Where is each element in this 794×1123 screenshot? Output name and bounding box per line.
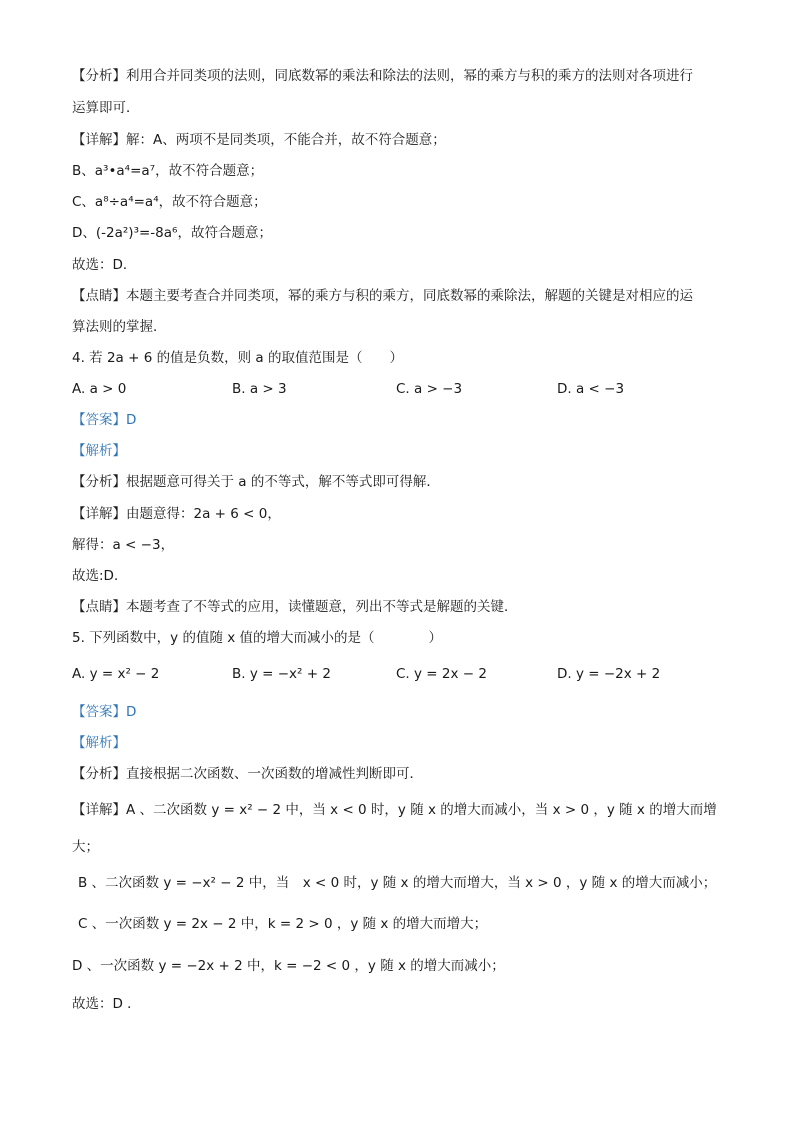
question-4-option-c: C. a > −3: [396, 381, 463, 397]
question-5-answer-tag: 【答案】D: [72, 704, 137, 720]
question-4-comment: 【点睛】本题考查了不等式的应用，读懂题意，列出不等式是解题的关键．: [72, 599, 518, 615]
question-5-explanation-tag: 【解析】: [72, 735, 126, 751]
question-5-choice: 故选：D ．: [72, 996, 141, 1012]
question-5-analysis: 【分析】直接根据二次函数、一次函数的增减性判断即可．: [72, 766, 423, 782]
question-5-option-d: D. y = −2x + 2: [557, 666, 661, 682]
question-4-answer-tag: 【答案】D: [72, 412, 137, 428]
detail-line: D、(-2a²)³=-8a⁶，故符合题意；: [72, 225, 272, 241]
question-5-option-a: A. y = x² − 2: [72, 666, 160, 682]
question-4-option-d: D. a < −3: [557, 381, 625, 397]
question-4-option-b: B. a > 3: [232, 381, 287, 397]
question-5-option-c: C. y = 2x − 2: [396, 666, 487, 682]
question-4-explanation-tag: 【解析】: [72, 443, 126, 459]
detail-line: 【详解】解：A、两项不是同类项，不能合并，故不符合题意；: [72, 132, 446, 148]
comment-line: 算法则的掌握．: [72, 319, 167, 335]
question-5-stem: 5. 下列函数中，y 的值随 x 值的增大而减小的是（ ）: [72, 630, 443, 646]
question-4-analysis: 【分析】根据题意可得关于 a 的不等式，解不等式即可得解．: [72, 474, 440, 490]
question-5-detail: 【详解】A 、二次函数 y = x² − 2 中，当 x < 0 时，y 随 x 的增大而减小，当 x > 0 ，y 随 x 的增大而增: [72, 802, 717, 818]
question-5-detail-b: B 、二次函数 y = −x² − 2 中，当 x < 0 时，y 随 x 的增大而增大，当 x > 0 ，y 随 x 的增大而减小；: [78, 875, 717, 891]
question-5-detail-d: D 、一次函数 y = −2x + 2 中，k = −2 < 0 ，y 随 x 的增大而减小；: [72, 958, 505, 974]
question-5-detail: 大；: [72, 839, 99, 855]
detail-line: C、a⁸÷a⁴=a⁴，故不符合题意；: [72, 194, 267, 210]
question-4-solution: 解得：a < −3，: [72, 537, 175, 553]
question-4-detail: 【详解】由题意得：2a + 6 < 0，: [72, 506, 281, 522]
question-5-detail-c: C 、一次函数 y = 2x − 2 中，k = 2 > 0 ，y 随 x 的增大而增大；: [78, 916, 488, 932]
question-4-choice: 故选:D．: [72, 568, 128, 584]
comment-line: 【点睛】本题主要考查合并同类项，幂的乘方与积的乘方，同底数幂的乘除法，解题的关键是对相应的运: [72, 288, 693, 304]
analysis-line: 【分析】利用合并同类项的法则，同底数幂的乘法和除法的法则，幂的乘方与积的乘方的法则对各项进行: [72, 68, 693, 84]
question-4-stem: 4. 若 2a + 6 的值是负数，则 a 的取值范围是（ ）: [72, 350, 403, 366]
detail-line: B、a³•a⁴=a⁷，故不符合题意；: [72, 163, 264, 179]
analysis-line: 运算即可．: [72, 100, 140, 116]
question-4-option-a: A. a > 0: [72, 381, 127, 397]
question-5-option-b: B. y = −x² + 2: [232, 666, 331, 682]
answer-choice: 故选：D．: [72, 257, 137, 273]
